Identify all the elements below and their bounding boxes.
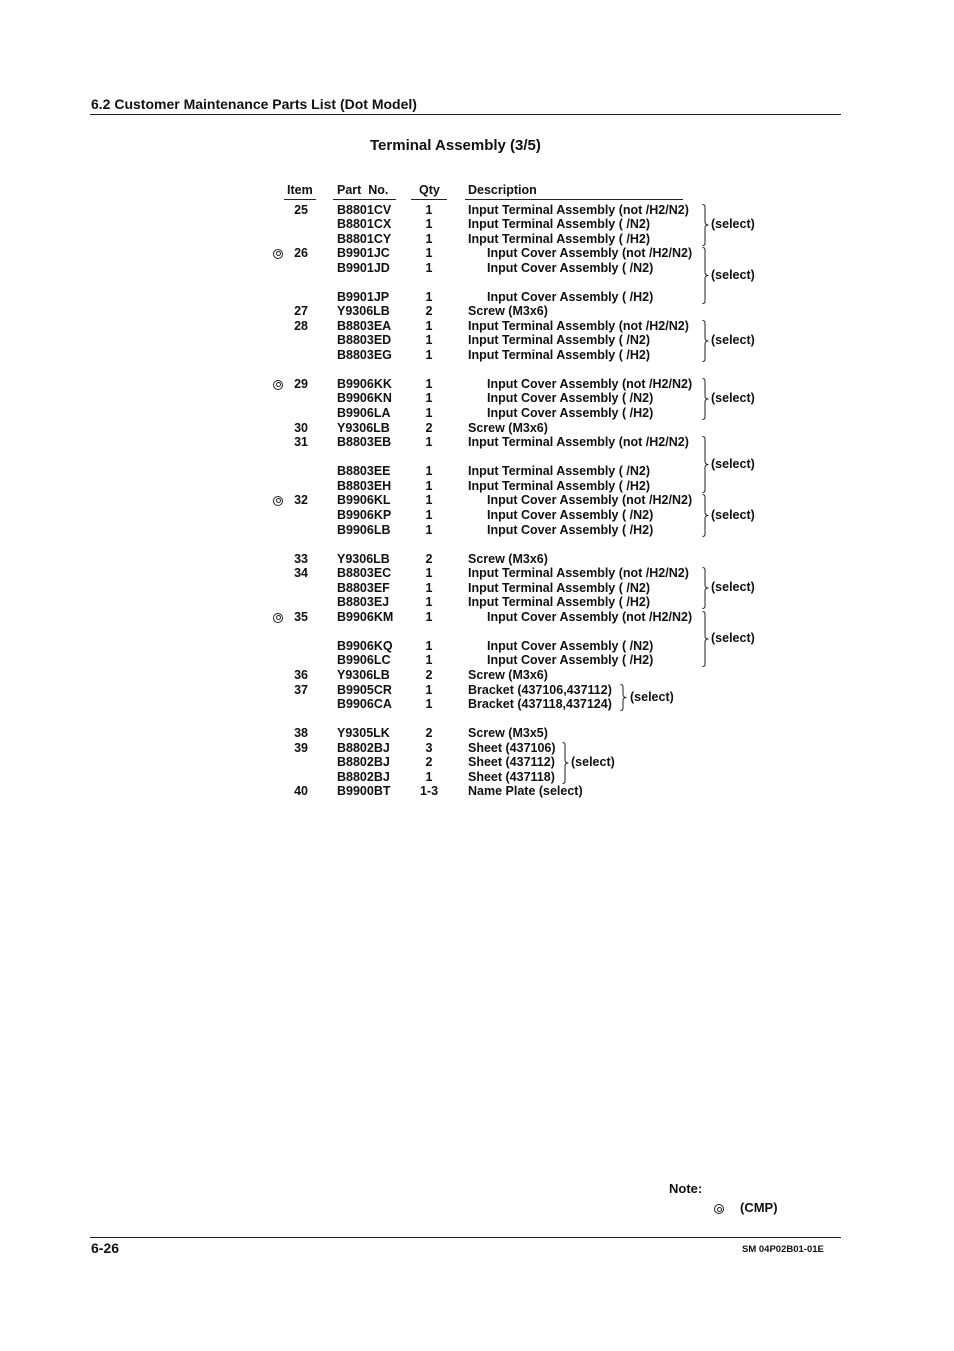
table-row	[0, 203, 954, 218]
table-row	[0, 435, 954, 450]
item-number: 40	[294, 784, 308, 798]
part-number: B8802BJ	[337, 770, 390, 784]
quantity: 1	[425, 581, 433, 595]
select-label: (select)	[711, 217, 755, 231]
item-number: 38	[294, 726, 308, 740]
table-row	[0, 319, 954, 334]
quantity: 1	[425, 595, 433, 609]
description: Input Cover Assembly (not /H2/N2)	[487, 610, 693, 624]
item-number: 34	[294, 566, 308, 580]
quantity: 1	[425, 566, 433, 580]
description: Input Cover Assembly (not /H2/N2)	[487, 246, 693, 260]
table-row	[0, 290, 954, 305]
quantity: 1	[425, 246, 433, 260]
quantity: 1	[425, 333, 433, 347]
part-number: B9906CA	[337, 697, 392, 711]
select-label: (select)	[711, 391, 755, 405]
table-row	[0, 741, 954, 756]
brace-icon	[702, 611, 709, 667]
part-number: B9906KN	[337, 391, 392, 405]
document-number: SM 04P02B01-01E	[742, 1244, 824, 1255]
select-label: (select)	[711, 580, 755, 594]
item-number: 37	[294, 683, 308, 697]
quantity: 1	[425, 683, 433, 697]
description: Input Cover Assembly (not /H2/N2)	[487, 493, 693, 507]
part-number: B8803EF	[337, 581, 390, 595]
brace-icon	[702, 247, 709, 304]
item-number: 33	[294, 552, 308, 566]
quantity: 1	[425, 406, 433, 420]
description: Bracket (437118,437124)	[468, 697, 612, 711]
quantity: 1-3	[419, 784, 439, 798]
part-number: B9906KK	[337, 377, 392, 391]
part-number: B8803EG	[337, 348, 392, 362]
item-number: 29	[294, 377, 308, 391]
part-number: B9901JC	[337, 246, 390, 260]
item-number: 39	[294, 741, 308, 755]
table-row	[0, 683, 954, 698]
select-label: (select)	[571, 755, 615, 769]
part-number: B8803EE	[337, 464, 391, 478]
part-number: Y9305LK	[337, 726, 390, 740]
quantity: 2	[425, 304, 433, 318]
select-label: (select)	[630, 689, 674, 704]
quantity: 1	[425, 377, 433, 391]
note-label: Note:	[669, 1181, 703, 1196]
section-header: 6.2 Customer Maintenance Parts List (Dot Model)	[91, 96, 417, 112]
part-number: B9906KL	[337, 493, 391, 507]
brace-icon	[702, 378, 709, 420]
quantity: 1	[425, 523, 433, 537]
description: Sheet (437118)	[468, 770, 555, 784]
brace-icon	[702, 320, 709, 362]
table-row	[0, 566, 954, 581]
part-number: Y9306LB	[337, 668, 390, 682]
column-header-qty: Qty	[419, 183, 440, 197]
column-underline	[465, 199, 683, 200]
part-number: B9906LC	[337, 653, 391, 667]
description: Input Cover Assembly ( /H2)	[487, 653, 654, 667]
item-number: 32	[294, 493, 308, 507]
item-number: 35	[294, 610, 308, 624]
description: Input Terminal Assembly (not /H2/N2)	[468, 566, 689, 580]
table-row	[0, 755, 954, 770]
quantity: 1	[425, 435, 433, 449]
description: Screw (M3x6)	[468, 668, 548, 682]
description: Input Cover Assembly ( /N2)	[487, 391, 654, 405]
quantity: 1	[425, 508, 433, 522]
table-row	[0, 697, 954, 712]
column-underline	[333, 199, 396, 200]
column-header-part-no: Part No.	[337, 183, 389, 197]
part-number: B9900BT	[337, 784, 391, 798]
description: Input Terminal Assembly ( /N2)	[468, 464, 650, 478]
quantity: 1	[425, 770, 433, 784]
table-row	[0, 653, 954, 668]
description: Input Terminal Assembly (not /H2/N2)	[468, 203, 689, 217]
table-row	[0, 726, 954, 741]
quantity: 1	[425, 203, 433, 217]
quantity: 3	[425, 741, 433, 755]
table-row	[0, 581, 954, 596]
description: Name Plate (select)	[468, 784, 583, 798]
column-header-description: Description	[468, 183, 537, 197]
footer-rule	[90, 1237, 841, 1238]
quantity: 1	[425, 261, 433, 275]
brace-icon	[702, 204, 709, 246]
select-label: (select)	[711, 507, 755, 522]
table-row	[0, 552, 954, 567]
quantity: 2	[425, 755, 433, 769]
quantity: 1	[425, 697, 433, 711]
part-number: B8803ED	[337, 333, 392, 347]
part-number: B8802BJ	[337, 755, 390, 769]
part-number: B9906LB	[337, 523, 391, 537]
table-row	[0, 610, 954, 625]
part-number: Y9306LB	[337, 304, 390, 318]
select-label: (select)	[711, 333, 755, 347]
header-rule	[90, 114, 841, 115]
table-row	[0, 406, 954, 421]
table-row	[0, 770, 954, 785]
quantity: 1	[425, 653, 433, 667]
description: Input Terminal Assembly ( /H2)	[468, 479, 650, 493]
description: Sheet (437112)	[468, 755, 555, 769]
part-number: Y9306LB	[337, 552, 390, 566]
part-number: Y9306LB	[337, 421, 390, 435]
description: Input Cover Assembly ( /N2)	[487, 639, 654, 653]
part-number: B9901JP	[337, 290, 390, 304]
quantity: 1	[425, 290, 433, 304]
part-number: B9906LA	[337, 406, 391, 420]
table-row	[0, 508, 954, 523]
brace-icon	[702, 436, 709, 493]
description: Input Cover Assembly ( /N2)	[487, 261, 654, 275]
item-number: 25	[294, 203, 308, 217]
description: Input Terminal Assembly ( /H2)	[468, 595, 650, 609]
description: Bracket (437106,437112)	[468, 683, 612, 697]
item-number: 27	[294, 304, 308, 318]
description: Input Cover Assembly ( /H2)	[487, 406, 654, 420]
table-row	[0, 377, 954, 392]
description: Screw (M3x6)	[468, 552, 548, 566]
select-label: (select)	[711, 267, 755, 282]
description: Input Terminal Assembly ( /N2)	[468, 217, 650, 231]
part-number: B8803EB	[337, 435, 392, 449]
table-row	[0, 232, 954, 247]
table-row	[0, 493, 954, 508]
quantity: 2	[425, 421, 433, 435]
brace-icon	[702, 494, 709, 537]
quantity: 1	[425, 610, 433, 624]
quantity: 2	[425, 552, 433, 566]
part-number: B9906KQ	[337, 639, 393, 653]
double-circle-icon	[714, 1204, 724, 1214]
note-text: (CMP)	[740, 1200, 778, 1215]
page-number: 6-26	[91, 1240, 120, 1256]
select-label: (select)	[711, 631, 755, 645]
table-row	[0, 246, 954, 261]
table-row	[0, 391, 954, 406]
select-label: (select)	[711, 456, 755, 471]
part-number: B8803EJ	[337, 595, 390, 609]
quantity: 1	[425, 319, 433, 333]
description: Input Terminal Assembly ( /N2)	[468, 333, 650, 347]
quantity: 1	[425, 232, 433, 246]
quantity: 1	[425, 639, 433, 653]
item-number: 28	[294, 319, 308, 333]
description: Input Terminal Assembly ( /H2)	[468, 348, 650, 362]
table-row	[0, 668, 954, 683]
part-number: B9906KM	[337, 610, 394, 624]
part-number: B8801CY	[337, 232, 392, 246]
part-number: B8802BJ	[337, 741, 390, 755]
part-number: B8803EA	[337, 319, 392, 333]
description: Screw (M3x5)	[468, 726, 548, 740]
quantity: 2	[425, 726, 433, 740]
quantity: 1	[425, 391, 433, 405]
part-number: B8803EC	[337, 566, 392, 580]
item-number: 31	[294, 435, 308, 449]
table-row	[0, 479, 954, 494]
description: Input Terminal Assembly ( /N2)	[468, 581, 650, 595]
description: Screw (M3x6)	[468, 421, 548, 435]
item-number: 30	[294, 421, 308, 435]
quantity: 1	[425, 217, 433, 231]
part-number: B8801CX	[337, 217, 392, 231]
description: Input Terminal Assembly (not /H2/N2)	[468, 319, 689, 333]
table-row	[0, 421, 954, 436]
description: Sheet (437106)	[468, 741, 556, 755]
item-number: 26	[294, 246, 308, 260]
description: Input Cover Assembly ( /H2)	[487, 290, 654, 304]
brace-icon	[702, 567, 709, 609]
part-number: B8803EH	[337, 479, 392, 493]
table-row	[0, 333, 954, 348]
table-row	[0, 523, 954, 538]
table-row	[0, 261, 954, 276]
description: Input Cover Assembly ( /N2)	[487, 508, 654, 522]
brace-icon	[620, 684, 627, 711]
part-number: B9905CR	[337, 683, 392, 697]
table-row	[0, 595, 954, 610]
table-row	[0, 304, 954, 319]
quantity: 1	[425, 348, 433, 362]
description: Input Cover Assembly (not /H2/N2)	[487, 377, 693, 391]
description: Input Cover Assembly ( /H2)	[487, 523, 654, 537]
table-row	[0, 639, 954, 654]
quantity: 2	[425, 668, 433, 682]
column-header-item: Item	[287, 183, 313, 197]
part-number: B9906KP	[337, 508, 392, 522]
item-number: 36	[294, 668, 308, 682]
table-row	[0, 348, 954, 363]
table-row	[0, 784, 954, 799]
table-row	[0, 464, 954, 479]
column-underline	[411, 199, 447, 200]
table-row	[0, 217, 954, 232]
part-number: B9901JD	[337, 261, 390, 275]
quantity: 1	[425, 493, 433, 507]
quantity: 1	[425, 479, 433, 493]
quantity: 1	[425, 464, 433, 478]
page-subtitle: Terminal Assembly (3/5)	[370, 137, 541, 154]
description: Input Terminal Assembly ( /H2)	[468, 232, 650, 246]
part-number: B8801CV	[337, 203, 392, 217]
brace-icon	[562, 742, 569, 784]
description: Input Terminal Assembly (not /H2/N2)	[468, 435, 689, 449]
description: Screw (M3x6)	[468, 304, 548, 318]
column-underline	[284, 199, 316, 200]
